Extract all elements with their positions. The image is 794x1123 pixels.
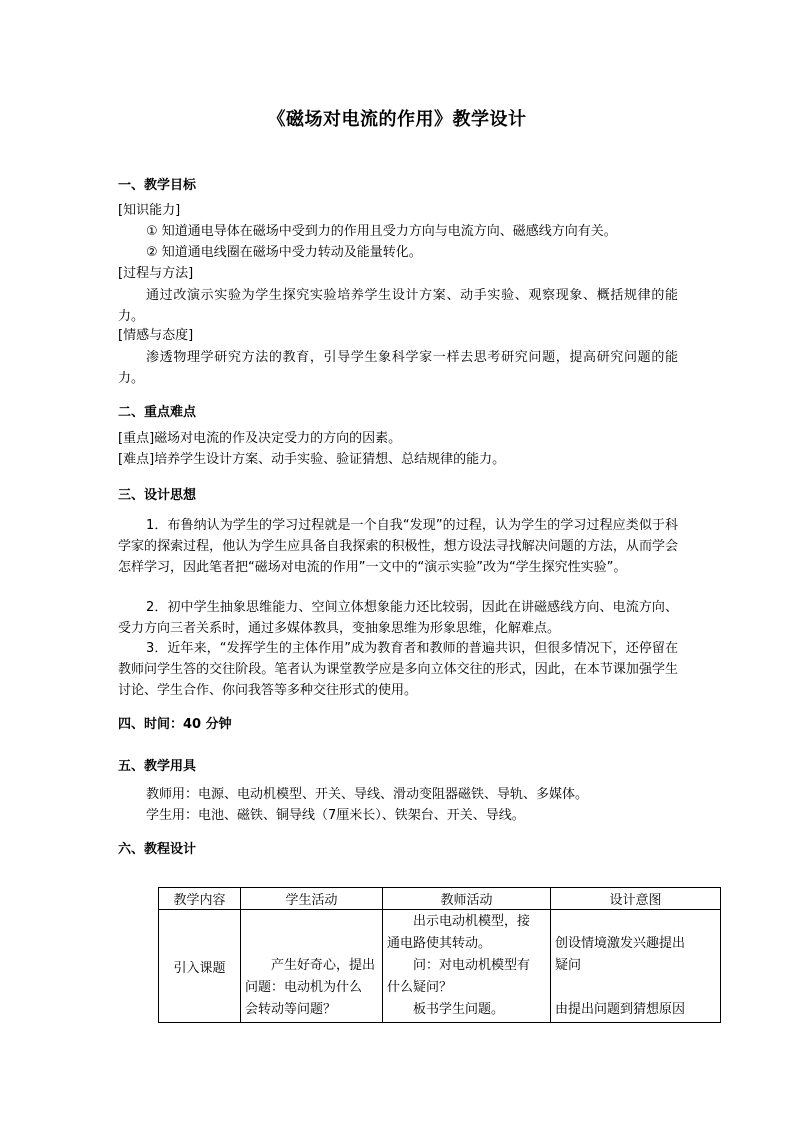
design-paragraph-3: 3．近年来，“发挥学生的主体作用”成为教育者和教师的普遍共识，但很多情况下，还停留在教师问学生答的交往阶段。笔者认为课堂教学应是多向立体交往的形式，因此，在本节课加强学生讨论、学生合作、你问我答等多种交往形式的使用。 [118, 641, 678, 698]
header-teacher-activity: 教师活动 [383, 888, 551, 910]
student-line-1: 产生好奇心，提出 [271, 958, 376, 973]
header-design-intent: 设计意图 [551, 888, 721, 910]
process-text: 通过改演示实验为学生探究实验培养学生设计方案、动手实验、观察现象、概括规律的能力。 [118, 288, 678, 324]
design-paragraph-2: 2．初中学生抽象思维能力、空间立体想象能力还比较弱，因此在讲磁感线方向、电流方向、受力方向三者关系时，通过多媒体教具，变抽象思维为形象思维，化解难点。 [118, 600, 678, 636]
emotion-text: 渗透物理学研究方法的教育，引导学生象科学家一样去思考研究问题，提高研究问题的能力。 [118, 350, 678, 386]
cell-design-intent [551, 910, 721, 1023]
section-heading-objectives: 一、教学目标 [118, 178, 197, 193]
label-knowledge: [知识能力] [118, 203, 181, 218]
section-heading-procedure: 六、教程设计 [118, 842, 197, 857]
cell-teacher-activity [383, 910, 551, 1023]
teacher-line-3: 问：对电动机模型有 [413, 958, 531, 973]
key-point: [重点]磁场对电流的作及决定受力的方向的因素。 [118, 431, 402, 446]
difficult-point: [难点]培养学生设计方案、动手实验、验证猜想、总结规律的能力。 [118, 452, 506, 467]
section-heading-tools: 五、教学用具 [118, 759, 197, 774]
student-tools: 学生用：电池、磁铁、铜导线（7厘米长）、铁架台、开关、导线。 [146, 808, 525, 823]
teacher-line-4: 什么疑问？ [387, 980, 453, 995]
student-line-3: 会转动等问题？ [245, 1002, 337, 1017]
intent-line-4: 由提出问题到猜想原因 [555, 1002, 686, 1017]
cell-content [159, 910, 241, 1023]
teacher-line-2: 通电路使其转动。 [387, 936, 492, 951]
section-heading-design-idea: 三、设计思想 [118, 488, 197, 503]
knowledge-item-1: ① 知道通电导体在磁场中受到力的作用且受力方向与电流方向、磁感线方向有关。 [146, 224, 617, 239]
teacher-line-1: 出示电动机模型，接 [413, 914, 531, 929]
content-text: 引入课题 [173, 960, 226, 976]
table-row [159, 910, 721, 1023]
section-heading-time: 四、时间：40 分钟 [118, 717, 232, 732]
label-emotion: [情感与态度] [118, 328, 194, 343]
header-student-activity: 学生活动 [241, 888, 383, 910]
teacher-tools: 教师用：电源、电动机模型、开关、导线、滑动变阻器磁铁、导轨、多媒体。 [146, 787, 589, 802]
student-line-2: 问题：电动机为什么 [245, 980, 363, 995]
header-content: 教学内容 [159, 888, 241, 910]
page-title: 《磁场对电流的作用》教学设计 [267, 109, 527, 130]
knowledge-item-2: ② 知道通电线圈在磁场中受力转动及能量转化。 [146, 245, 422, 260]
section-heading-key-points: 二、重点难点 [118, 405, 197, 420]
table-header-row [159, 888, 721, 910]
label-process: [过程与方法] [118, 266, 194, 281]
teacher-line-5: 板书学生问题。 [413, 1002, 505, 1017]
procedure-table [158, 887, 721, 1023]
intent-line-1: 创设情境激发兴趣提出 [555, 936, 686, 951]
cell-student-activity [241, 910, 383, 1023]
design-paragraph-1: 1．布鲁纳认为学生的学习过程就是一个自我“发现”的过程，认为学生的学习过程应类似于科学家的探索过程，他认为学生应具备自我探索的积极性，想方设法寻找解决问题的方法，从而学会怎样学习，因此笔者把“磁场对电流的作用”一文中的“演示实验”改为“学生探究性实验”。 [118, 518, 678, 575]
intent-line-2: 疑问 [555, 958, 582, 973]
intent-spacer [555, 977, 716, 999]
